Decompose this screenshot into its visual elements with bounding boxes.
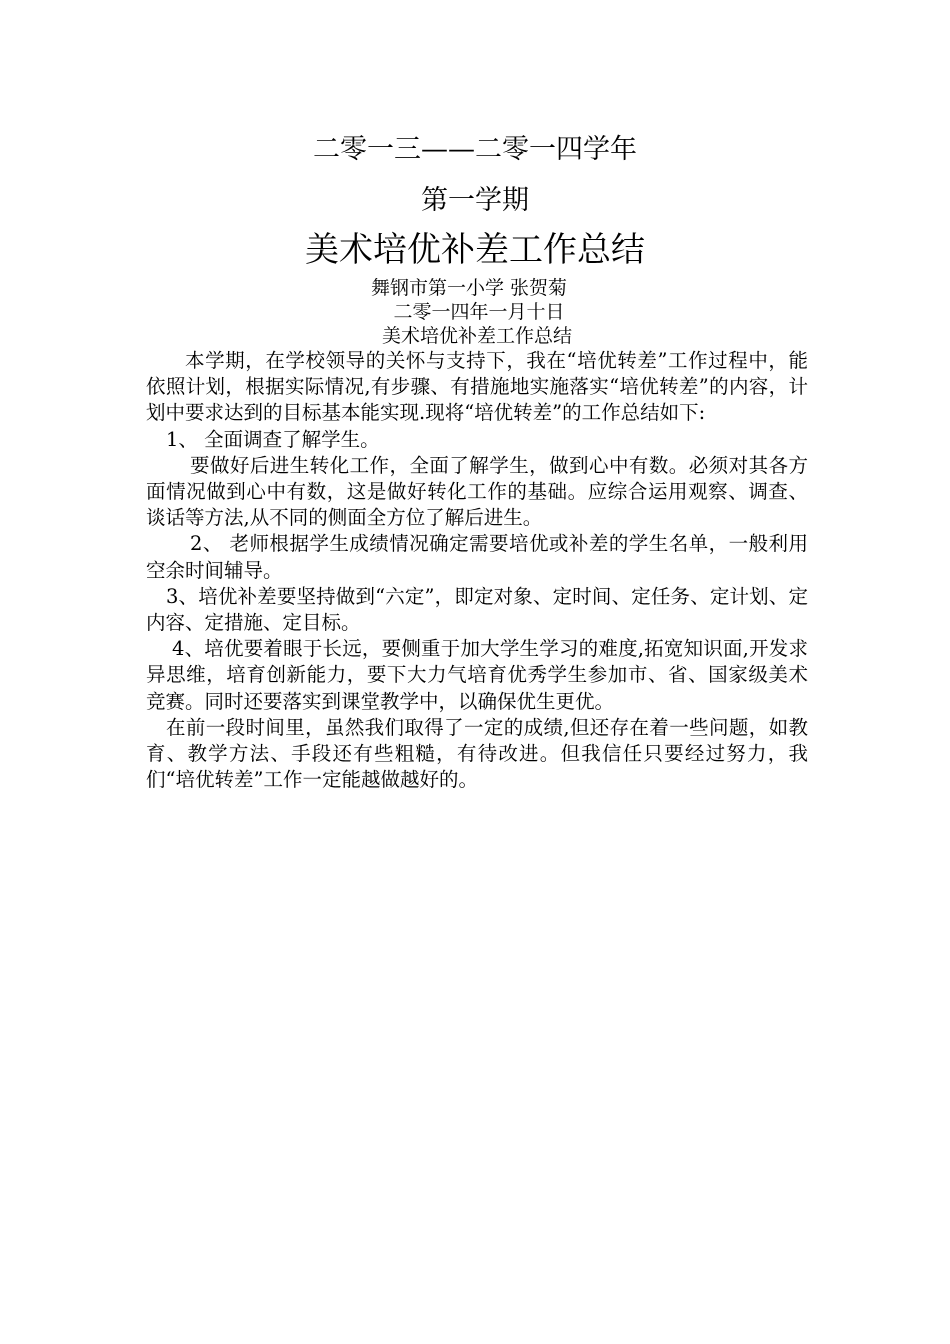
- author-line: 舞钢市第一小学 张贺菊: [370, 277, 568, 299]
- document-title: 美术培优补差工作总结: [305, 230, 645, 270]
- document-body: [146, 348, 808, 793]
- date-line: 二零一四年一月十日: [393, 301, 565, 323]
- item3-paragraph: 3、培优补差要坚持做到“六定”，即定对象、定时间、定任务、定计划、定内容、定措施、定目标。: [146, 584, 808, 635]
- conclusion-paragraph: 在前一段时间里，虽然我们取得了一定的成绩,但还存在着一些问题，如教育、教学方法、手段还有些粗糙，有待改进。但我信任只要经过努力，我们“培优转差”工作一定能越做越好的。: [146, 715, 808, 792]
- item1-heading: 1、 全面调查了解学生。: [166, 427, 380, 451]
- school-year-title: 二零一三——二零一四学年: [313, 134, 637, 165]
- item4-paragraph: 4、培优要着眼于长远，要侧重于加大学生学习的难度,拓宽知识面,开发求异思维，培育创新能力，要下大力气培育优秀学生参加市、省、国家级美术竞赛。同时还要落实到课堂教学中，以确保优生更优。: [146, 637, 808, 713]
- semester-title: 第一学期: [421, 185, 529, 216]
- item1-paragraph: 要做好后进生转化工作，全面了解学生，做到心中有数。必须对其各方面情况做到心中有数，这是做好转化工作的基础。应综合运用观察、调查、谈话等方法,从不同的侧面全方位了解后进生。: [146, 453, 808, 530]
- intro-paragraph: 本学期，在学校领导的关怀与支持下，我在“培优转差”工作过程中，能依照计划，根据实际情况,有步骤、有措施地实施落实“培优转差”的内容，计划中要求达到的目标基本能实现.现将“培优转差”的工作总结如下:: [146, 349, 808, 425]
- item2-paragraph: 2、 老师根据学生成绩情况确定需要培优或补差的学生名单，一般利用空余时间辅导。: [146, 532, 808, 582]
- document-subtitle: 美术培优补差工作总结: [381, 325, 572, 347]
